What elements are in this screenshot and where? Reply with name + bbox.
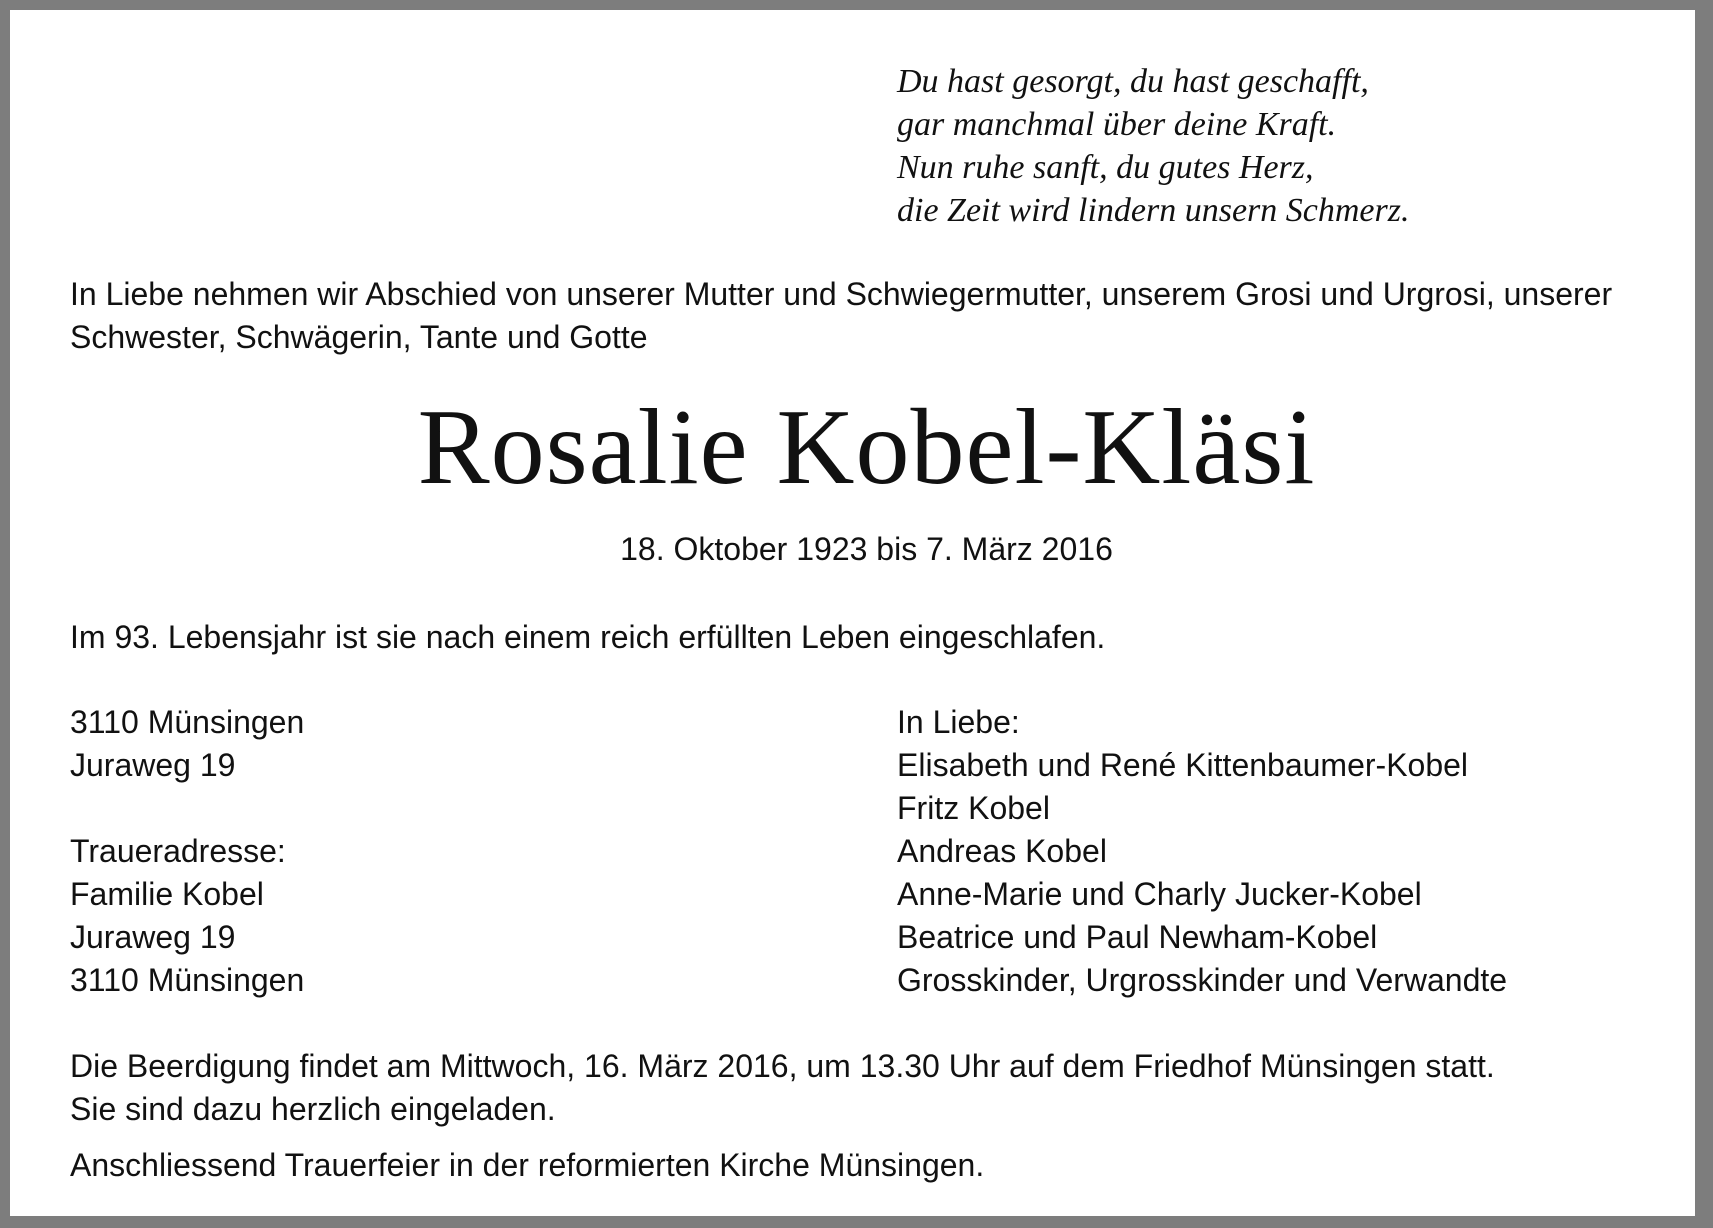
home-address [70,701,304,787]
family-member: Fritz Kobel [897,790,1050,826]
mourning-address-label: Traueradresse: [70,833,286,869]
verse [897,60,1410,232]
mourning-address [70,830,304,1002]
family-heading: In Liebe: [897,704,1020,740]
verse-line: Nun ruhe sanft, du gutes Herz, [897,149,1314,186]
verse-line: die Zeit wird lindern unsern Schmerz. [897,192,1410,229]
intro-line: Schwester, Schwägerin, Tante und Gotte [70,319,648,355]
address-street: Juraweg 19 [70,747,236,783]
intro-text [70,273,1670,359]
verse-line: gar manchmal über deine Kraft. [897,106,1337,143]
deceased-name: Rosalie Kobel-Kläsi [417,388,1316,507]
funeral-line: Die Beerdigung findet am Mittwoch, 16. März 2016, um 13.30 Uhr auf dem Friedhof Münsingen statt. [70,1048,1495,1084]
address-city: 3110 Münsingen [70,704,305,740]
family-member: Andreas Kobel [897,833,1107,869]
life-dates: 18. Oktober 1923 bis 7. März 2016 [620,531,1113,567]
mourning-address-family: Familie Kobel [70,876,264,912]
family-list [897,701,1507,1002]
intro-line: In Liebe nehmen wir Abschied von unserer Mutter und Schwiegermutter, unserem Grosi und Urgrosi, unserer [70,276,1613,312]
memorial-service-notice: Anschliessend Trauerfeier in der reformierten Kirche Münsingen. [70,1147,985,1183]
verse-line: Du hast gesorgt, du hast geschafft, [897,63,1369,100]
family-member: Beatrice und Paul Newham-Kobel [897,919,1378,955]
funeral-line: Sie sind dazu herzlich eingeladen. [70,1091,556,1127]
mourning-address-street: Juraweg 19 [70,919,236,955]
life-statement: Im 93. Lebensjahr ist sie nach einem reich erfüllten Leben eingeschlafen. [70,619,1106,655]
mourning-address-city: 3110 Münsingen [70,962,305,998]
family-member: Elisabeth und René Kittenbaumer-Kobel [897,747,1469,783]
funeral-notice [70,1045,1495,1131]
family-member: Anne-Marie und Charly Jucker-Kobel [897,876,1422,912]
family-member: Grosskinder, Urgrosskinder und Verwandte [897,962,1508,998]
